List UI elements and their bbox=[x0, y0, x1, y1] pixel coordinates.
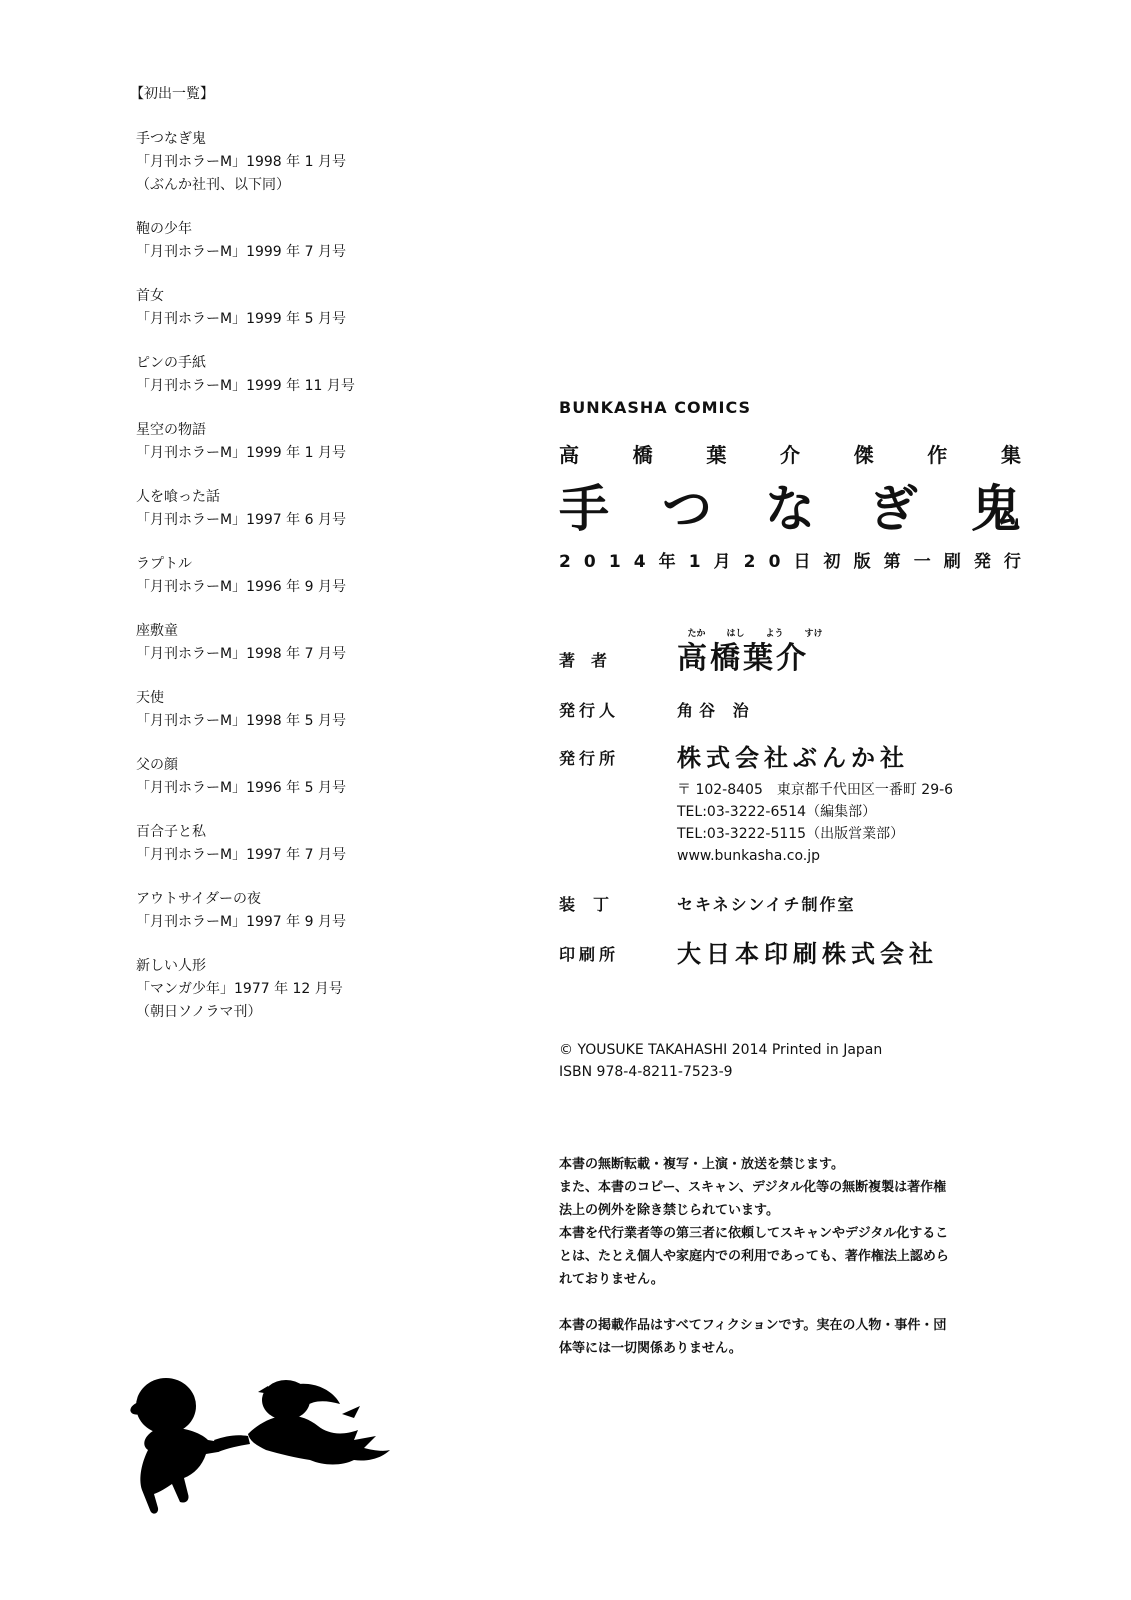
list-item bbox=[136, 553, 496, 599]
first-edition-date bbox=[559, 547, 1021, 577]
publisher-contact bbox=[677, 779, 1029, 867]
ruby-text: はし bbox=[726, 629, 745, 639]
story-source: 「月刊ホラーM」1997 年 6 月号 bbox=[136, 512, 346, 528]
legal-notice bbox=[559, 1153, 1025, 1360]
fiction-notice-line: 体等には一切関係ありません。 bbox=[559, 1341, 742, 1356]
edition-char: 0 bbox=[768, 552, 781, 572]
list-item bbox=[136, 486, 496, 532]
story-note: （ぶんか社刊、以下同） bbox=[136, 177, 290, 193]
list-item bbox=[136, 821, 496, 867]
title-char: 手 bbox=[559, 480, 609, 538]
tel-sales: TEL:03-3222-5115（出版営業部） bbox=[677, 826, 905, 842]
story-source: 「月刊ホラーM」1999 年 5 月号 bbox=[136, 311, 346, 327]
story-source: 「月刊ホラーM」1996 年 9 月号 bbox=[136, 579, 346, 595]
edition-char: 1 bbox=[688, 552, 701, 572]
author-name: 高橋葉介 bbox=[677, 641, 809, 676]
list-item bbox=[136, 352, 496, 398]
list-item bbox=[136, 955, 496, 1024]
copyright-line: © YOUSUKE TAKAHASHI 2014 Printed in Japan bbox=[559, 1042, 883, 1058]
story-title: 新しい人形 bbox=[136, 958, 206, 974]
story-title: 鞄の少年 bbox=[136, 221, 192, 237]
story-title: 星空の物語 bbox=[136, 422, 206, 438]
story-source: 「月刊ホラーM」1999 年 11 月号 bbox=[136, 378, 355, 394]
story-source: 「月刊ホラーM」1998 年 1 月号 bbox=[136, 154, 346, 170]
story-title: 百合子と私 bbox=[136, 824, 206, 840]
isbn-line: ISBN 978-4-8211-7523-9 bbox=[559, 1064, 733, 1080]
credits-block bbox=[559, 625, 1029, 969]
notice-line: また、本書のコピー、スキャン、デジタル化等の無断複製は著作権 bbox=[559, 1180, 947, 1195]
series-char: 介 bbox=[779, 443, 800, 467]
printer-row bbox=[559, 935, 1029, 969]
notice-line: 本書の無断転載・複写・上演・放送を禁じます。 bbox=[559, 1157, 844, 1172]
tel-editorial: TEL:03-3222-6514（編集部） bbox=[677, 804, 877, 820]
edition-char: 刷 bbox=[943, 552, 961, 572]
design-row bbox=[559, 885, 1029, 915]
list-item bbox=[136, 419, 496, 465]
story-title: 手つなぎ鬼 bbox=[136, 131, 206, 147]
publisher-person-name: 角谷 治 bbox=[677, 701, 755, 720]
copyright-block bbox=[559, 1039, 1029, 1083]
edition-char: 発 bbox=[973, 552, 991, 572]
story-title: 父の顔 bbox=[136, 757, 178, 773]
edition-char: 日 bbox=[793, 552, 811, 572]
edition-char: 4 bbox=[633, 552, 646, 572]
ruby-text: よう bbox=[765, 629, 784, 639]
children-silhouette-illustration bbox=[128, 1370, 398, 1520]
story-source: 「月刊ホラーM」1996 年 5 月号 bbox=[136, 780, 346, 796]
notice-line: とは、たとえ個人や家庭内での利用であっても、著作権法上認めら bbox=[559, 1249, 949, 1264]
edition-char: 2 bbox=[743, 552, 756, 572]
design-value: セキネシンイチ制作室 bbox=[677, 895, 856, 914]
list-item bbox=[136, 687, 496, 733]
publisher-person-row bbox=[559, 693, 1029, 721]
printer-name: 大日本印刷株式会社 bbox=[677, 940, 938, 968]
colophon bbox=[559, 395, 1029, 1360]
notice-line: れておりません。 bbox=[559, 1272, 664, 1287]
series-char: 葉 bbox=[706, 443, 727, 467]
edition-char: 0 bbox=[583, 552, 596, 572]
series-char: 集 bbox=[1000, 443, 1021, 467]
title-char: な bbox=[765, 480, 815, 538]
edition-char: 年 bbox=[658, 552, 676, 572]
story-title: ラプトル bbox=[136, 556, 192, 572]
publisher-person-label: 発行人 bbox=[559, 701, 620, 720]
ruby-text: たか bbox=[687, 629, 706, 639]
notice-line: 本書を代行業者等の第三者に依頼してスキャンやデジタル化するこ bbox=[559, 1226, 949, 1241]
fiction-notice-line: 本書の掲載作品はすべてフィクションです。実在の人物・事件・団 bbox=[559, 1318, 947, 1333]
author-label: 著者 bbox=[559, 651, 624, 670]
title-char: 鬼 bbox=[971, 480, 1021, 538]
edition-char: 初 bbox=[823, 552, 841, 572]
series-char: 傑 bbox=[853, 443, 874, 467]
edition-char: 一 bbox=[913, 552, 931, 572]
list-item bbox=[136, 128, 496, 197]
series-char: 高 bbox=[559, 443, 579, 467]
first-appearance-list bbox=[130, 84, 496, 1045]
author-ruby bbox=[677, 627, 833, 641]
publisher-website: www.bunkasha.co.jp bbox=[677, 848, 821, 864]
story-source: 「月刊ホラーM」1997 年 7 月号 bbox=[136, 847, 346, 863]
publisher-row bbox=[559, 739, 1029, 773]
edition-char: 版 bbox=[853, 552, 871, 572]
list-item bbox=[136, 218, 496, 264]
list-item bbox=[136, 620, 496, 666]
story-note: （朝日ソノラマ刊） bbox=[136, 1004, 262, 1020]
series-char: 作 bbox=[927, 443, 948, 467]
title-char: つ bbox=[662, 480, 712, 538]
story-source: 「月刊ホラーM」1998 年 5 月号 bbox=[136, 713, 346, 729]
author-row bbox=[559, 625, 1029, 677]
edition-char: 第 bbox=[883, 552, 901, 572]
title-char: ぎ bbox=[868, 480, 918, 538]
publisher-name: 株式会社ぶんか社 bbox=[677, 744, 909, 772]
publisher-label: 発行所 bbox=[559, 749, 620, 768]
ruby-text: すけ bbox=[804, 629, 823, 639]
edition-char: 月 bbox=[713, 552, 731, 572]
story-title: 座敷童 bbox=[136, 623, 178, 639]
list-item bbox=[136, 888, 496, 934]
list-item bbox=[136, 285, 496, 331]
series-title bbox=[559, 441, 1021, 469]
edition-char: 2 bbox=[559, 552, 571, 572]
story-source: 「月刊ホラーM」1999 年 1 月号 bbox=[136, 445, 346, 461]
story-title: ピンの手紙 bbox=[136, 355, 206, 371]
printer-label: 印刷所 bbox=[559, 945, 620, 964]
design-label: 装丁 bbox=[559, 895, 628, 914]
series-char: 橋 bbox=[632, 443, 653, 467]
book-title bbox=[559, 477, 1021, 541]
author-value bbox=[677, 627, 833, 677]
notice-line: 法上の例外を除き禁じられています。 bbox=[559, 1203, 779, 1218]
story-title: 人を喰った話 bbox=[136, 489, 220, 505]
first-appearance-heading: 【初出一覧】 bbox=[130, 86, 214, 102]
story-source: 「月刊ホラーM」1997 年 9 月号 bbox=[136, 914, 346, 930]
story-source: 「マンガ少年」1977 年 12 月号 bbox=[136, 981, 343, 997]
edition-char: 行 bbox=[1003, 552, 1021, 572]
list-item bbox=[136, 754, 496, 800]
imprint-label: BUNKASHA COMICS bbox=[559, 398, 752, 417]
story-title: 天使 bbox=[136, 690, 164, 706]
publisher-address: 〒 102-8405 東京都千代田区一番町 29-6 bbox=[677, 782, 954, 798]
story-source: 「月刊ホラーM」1999 年 7 月号 bbox=[136, 244, 346, 260]
story-title: アウトサイダーの夜 bbox=[136, 891, 262, 907]
story-source: 「月刊ホラーM」1998 年 7 月号 bbox=[136, 646, 346, 662]
edition-char: 1 bbox=[608, 552, 621, 572]
story-title: 首女 bbox=[136, 288, 164, 304]
